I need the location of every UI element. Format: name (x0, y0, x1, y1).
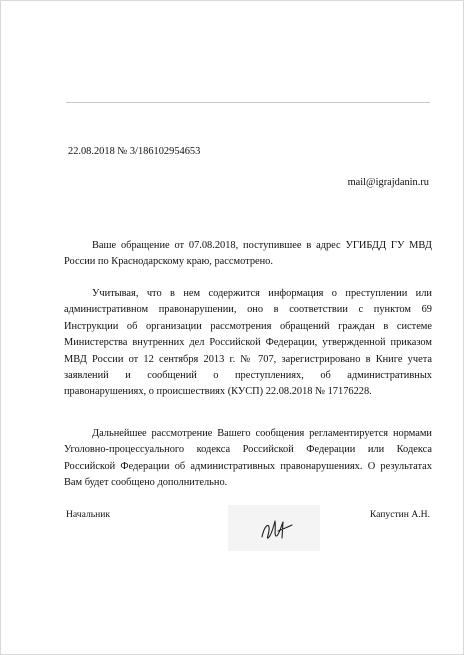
paragraph-further-review: Дальнейшее рассмотрение Вашего сообщения регламентируется нормами Уголовно-процессуального кодекса Российской Федерации или Кодекса Российской Федерации об административных правонарушениях. О результатах Вам будет сообщено дополнительно. (64, 428, 432, 489)
header-divider (66, 102, 430, 103)
paragraph-registration: Учитывая, что в нем содержится информация о преступлении или административном правонарушении, оно в соответствии с пунктом 69 Инструкции об организации рассмотрения обращений граждан в системе Министерства внутренних дел Российской Федерации, утвержденной приказом МВД России от 12 сентября 2013 г. № 707, зарегистрировано в Книге учета заявлений и сообщений о преступлениях, об административных правонарушениях, о происшествиях (КУСП) 22.08.2018 № 17176228. (64, 288, 432, 398)
handwritten-signature (228, 505, 320, 551)
paragraph-intro: Ваше обращение от 07.08.2018, поступившее в адрес УГИБДД ГУ МВД России по Краснодарскому краю, рассмотрено. (64, 240, 432, 268)
registration-number: 22.08.2018 № 3/186102954653 (68, 146, 201, 157)
recipient-email: mail@igrajdanin.ru (347, 177, 429, 188)
signatory-name: Капустин А.Н. (369, 509, 430, 520)
signatory-title: Начальник (66, 509, 111, 520)
